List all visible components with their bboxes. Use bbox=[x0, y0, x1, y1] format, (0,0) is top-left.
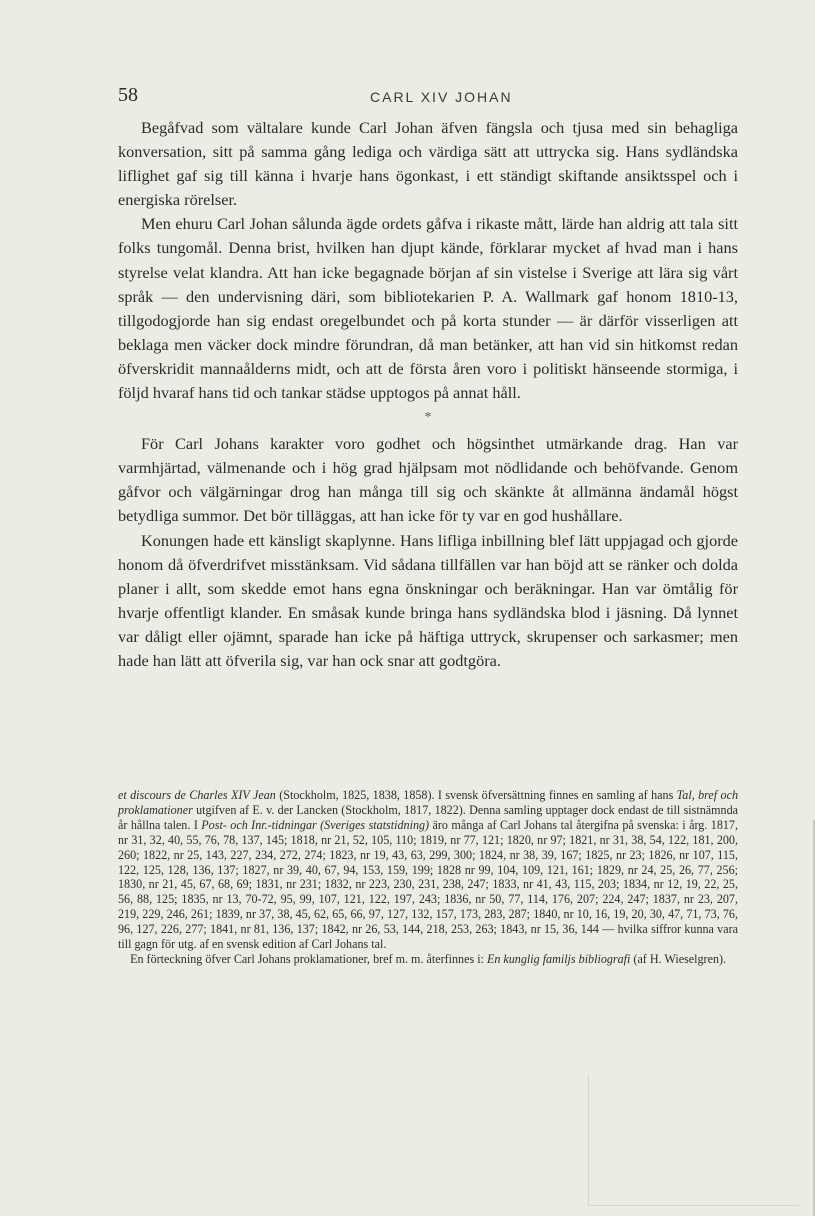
body-paragraph: För Carl Johans karakter voro godhet och högsinthet utmärkande drag. Han var varmhjärtad, välmenande och i hög grad hjälpsam mot nödlidande och behöfvande. Genom gåfvor och välgärningar drog han många till sig och skänkte åt allmänna ändamål högst betydliga summor. Det bör tilläggas, att han icke för ty var en god hushållare. bbox=[118, 434, 738, 526]
running-head: CARL XIV JOHAN bbox=[370, 89, 513, 105]
body-paragraph: Men ehuru Carl Johan sålunda ägde ordets gåfva i rikaste mått, lärde han aldrig att tala sitt folks tungomål. Denna brist, hvilken han djupt kände, förklarar mycket af hvad man i hans styrelse velat klandra. Att han icke begagnade början af sin vistelse i Sverige att lära sig vårt språk — den undervisning däri, som bibliotekarien P. A. Wallmark gaf honom 1810-13, tillgodogjorde han sig endast oregelbundet och på korta stunder — är därför visserligen att beklaga men väcker dock mindre förundran, då man betänker, att han vid sin hitkomst redan öfverskridit mannaålderns midt, och att de första åren voro i politiskt hänseende stormiga, i följd hvaraf hans tid och tankar städse upptogos på annat håll. bbox=[118, 214, 738, 403]
footnote-paragraph bbox=[118, 788, 738, 952]
footnote-text: (af H. Wieselgren). bbox=[630, 951, 727, 966]
footnote bbox=[118, 788, 738, 967]
body-paragraph: Begåfvad som vältalare kunde Carl Johan äfven fängsla och tjusa med sin behagliga konversation, sitt på samma gång lediga och värdiga sätt att uttrycka sig. Hans sydländska liflighet gaf sig till känna i hvarje hans ögonkast, i ett ständigt skiftande ansiktsspel och i energiska rörelser. bbox=[118, 118, 738, 210]
main-text bbox=[118, 116, 738, 673]
footnote-text: äro många af Carl Johans tal återgifna på svenska: i årg. 1817, nr 31, 32, 40, 55, 76, 78, 137, 145; 1818, nr 21, 52, 105, 110; 1819, nr 77, 121; 1820, nr 97; 1821, nr 31, 38, 54, 122, 181, 200, 260; 1822, nr 25, 143, 227, 234, 272, 274; 1823, nr 19, 43, 63, 299, 300; 1824, nr 38, 39, 167; 1825, nr 23; 1826, nr 107, 115, 122, 125, 128, 136, 137; 1827, nr 39, 40, 67, 94, 153, 159, 199; 1828 nr 99, 104, 109, 121, 161; 1829, nr 24, 25, 26, 77, 256; 1830, nr 21, 45, 67, 68, 69; 1831, nr 231; 1832, nr 223, 230, 231, 238, 247; 1833, nr 41, 43, 115, 203; 1834, nr 12, 19, 22, 25, 56, 88, 125; 1835, nr 13, 70-72, 95, 99, 107, 121, 122, 197, 243; 1836, nr 50, 77, 114, 176, 207; 224, 247; 1837, nr 23, 207, 219, 229, 246, 261; 1839, nr 37, 38, 45, 62, 65, 66, 97, 127, 132, 157, 173, 283, 287; 1840, nr 10, 16, 19, 20, 30, 47, 71, 73, 76, 96, 127, 226, 277; 1841, nr 81, 136, 137; 1842, nr 26, 53, 144, 218, 253, 263; 1843, nr 15, 36, 144 — hvilka siffror kunna vara till gagn för utg. af en svensk edition af Carl Johans tal. bbox=[118, 817, 738, 952]
footnote-text: (Stockholm, 1825, 1838, 1858). I svensk öfversättning finnes en samling af hans bbox=[275, 788, 677, 802]
footnote-italic: Post- och Inr.-tidningar (Sveriges statstidning) bbox=[201, 817, 430, 832]
footnote-paragraph bbox=[118, 952, 738, 967]
footnote-italic: En kunglig familjs bibliografi bbox=[486, 951, 631, 966]
footnote-text: En förteckning öfver Carl Johans proklamationer, bref m. m. återfinnes i: bbox=[130, 951, 487, 966]
footnote-italic: Tal, bref och proklamationer bbox=[118, 788, 739, 817]
page-tab-mark bbox=[588, 1075, 799, 1206]
footnote-italic: et discours de Charles XIV Jean bbox=[118, 788, 276, 802]
page-number: 58 bbox=[118, 84, 138, 106]
section-separator: * bbox=[424, 410, 432, 426]
footnote-text: utgifven af E. v. der Lancken (Stockholm, 1817, 1822). Denna samling upptager dock endast de till sistnämnda år hållna talen. I bbox=[118, 802, 738, 832]
body-paragraph: Konungen hade ett känsligt skaplynne. Hans lifliga inbillning blef lätt uppjagad och gjorde honom då öfverdrifvet misstänksam. Vid sådana tillfällen var han böjd att se ränker och dolda planer i allt, som skedde emot hans egna önskningar och beräkningar. Han var ömtålig för hvarje offentligt klander. En småsak kunde bringa hans sydländska blod i jäsning. Då lynnet var dåligt eller ojämnt, sparade han icke på häftiga uttryck, skrupenser och sarkasmer; men hade han lätt att öfverila sig, var han ock snar att godtgöra. bbox=[118, 530, 738, 670]
